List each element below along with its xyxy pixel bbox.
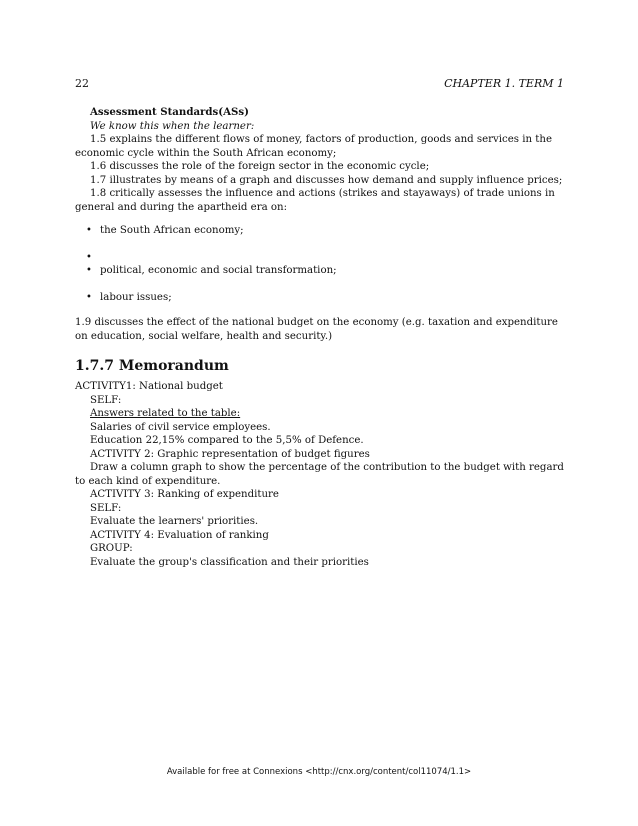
memo-line: GROUP: bbox=[90, 543, 133, 554]
memo-line: Evaluate the group's classification and their priorities bbox=[90, 556, 369, 568]
memo-line: Salaries of civil service employees. bbox=[90, 421, 271, 433]
assessment-standards-heading: Assessment Standards(ASs) bbox=[90, 106, 249, 118]
memo-line-answers-heading bbox=[75, 407, 564, 421]
list-item-text: the South African economy; bbox=[100, 225, 244, 236]
memo-activity-3: ACTIVITY 3: Ranking of expenditure bbox=[90, 489, 279, 500]
memo-answers-label: Answers related to the table: bbox=[90, 408, 241, 419]
list-item-text: labour issues; bbox=[100, 291, 172, 303]
memo-line: Education 22,15% compared to the 5,5% of Defence. bbox=[90, 435, 364, 446]
page-number: 22 bbox=[75, 77, 89, 90]
memo-line: Evaluate the learners' priorities. bbox=[90, 516, 259, 527]
list-item-text: political, economic and social transformation; bbox=[100, 265, 337, 276]
memo-line: SELF: bbox=[90, 394, 122, 406]
standard-1-5: 1.5 explains the different flows of money, factors of production, goods and services in the economic cycle within the South African economy; bbox=[75, 134, 552, 159]
page-content bbox=[75, 106, 564, 569]
bullet-list bbox=[75, 224, 564, 304]
memo-activity-1: ACTIVITY1: National budget bbox=[75, 381, 223, 392]
running-header bbox=[75, 77, 564, 93]
bullet-icon: • bbox=[86, 225, 92, 236]
memorandum-heading: 1.7.7 Memorandum bbox=[75, 358, 229, 374]
memo-activity-2: ACTIVITY 2: Graphic representation of budget figures bbox=[90, 448, 370, 460]
list-item bbox=[75, 291, 564, 305]
assessment-intro: We know this when the learner: bbox=[90, 120, 255, 132]
memo-line: Draw a column graph to show the percentage of the contribution to the budget with regard to each kind of expenditure. bbox=[75, 462, 564, 487]
chapter-title: CHAPTER 1. TERM 1 bbox=[444, 77, 564, 90]
list-item bbox=[75, 224, 564, 238]
memo-activity-4: ACTIVITY 4: Evaluation of ranking bbox=[90, 529, 269, 541]
bullet-icon: • bbox=[86, 251, 92, 263]
page-footer: Available for free at Connexions <http://cnx.org/content/col11074/1.1> bbox=[166, 767, 472, 777]
standard-1-7: 1.7 illustrates by means of a graph and discusses how demand and supply influence prices; bbox=[90, 174, 563, 186]
list-item bbox=[75, 264, 564, 278]
list-item bbox=[75, 251, 564, 265]
standard-1-6: 1.6 discusses the role of the foreign sector in the economic cycle; bbox=[90, 161, 430, 172]
bullet-icon: • bbox=[86, 291, 92, 303]
bullet-icon: • bbox=[86, 265, 92, 276]
memo-line: SELF: bbox=[90, 502, 122, 514]
standard-1-9: 1.9 discusses the effect of the national budget on the economy (e.g. taxation and expenditure on education, social welfare, health and security.) bbox=[75, 317, 558, 342]
standard-1-8: 1.8 critically assesses the influence and actions (strikes and stayaways) of trade unions in general and during the apartheid era on: bbox=[75, 188, 555, 213]
